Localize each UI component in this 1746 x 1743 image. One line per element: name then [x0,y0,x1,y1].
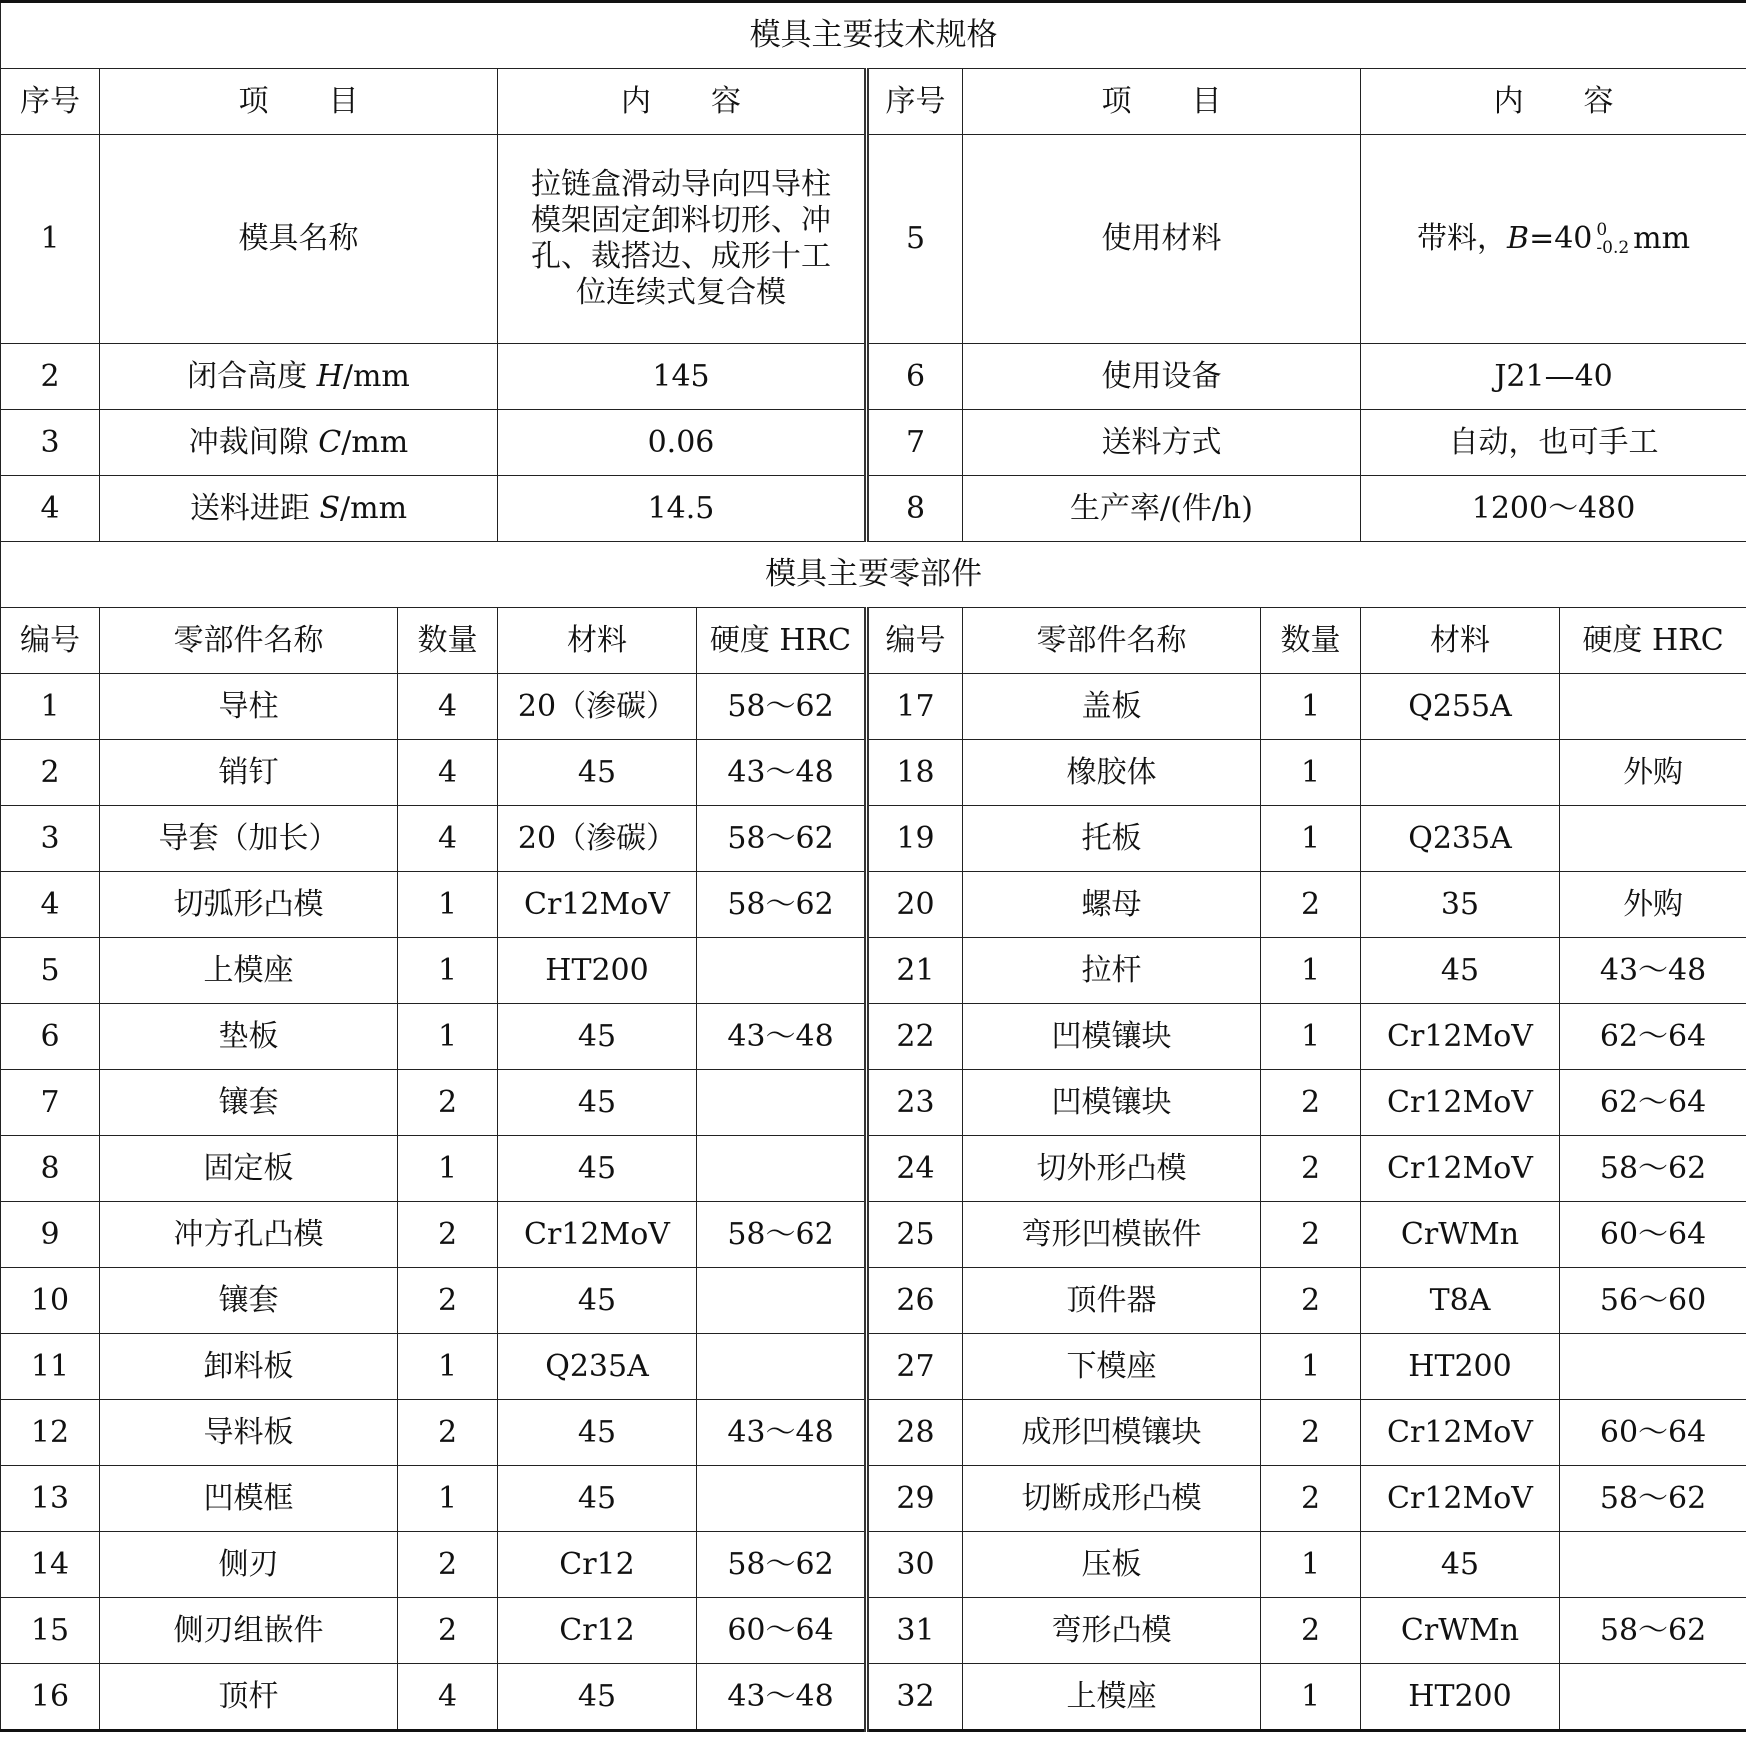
part-no-cell: 27 [867,1334,963,1400]
spec-row [1,476,1746,542]
part-qty-cell: 1 [1261,1004,1361,1070]
part-name-cell: 下模座 [963,1334,1261,1400]
part-no-cell: 23 [867,1070,963,1136]
part-no-cell: 21 [867,938,963,1004]
part-name-cell: 垫板 [100,1004,398,1070]
table-row [1,1136,1746,1202]
part-material-cell: Cr12MoV [1361,1004,1560,1070]
spec-no: 8 [867,476,963,542]
part-qty-cell: 2 [398,1202,498,1268]
part-name-cell: 上模座 [100,938,398,1004]
part-hardness-cell [697,1334,867,1400]
spec-header-item: 项 目 [100,69,498,135]
spec-row [1,135,1746,344]
part-qty-cell: 4 [398,806,498,872]
part-material-cell: Cr12MoV [1361,1400,1560,1466]
part-hardness-cell: 56～60 [1560,1268,1746,1334]
part-name-cell: 导料板 [100,1400,398,1466]
part-no-cell: 13 [1,1466,100,1532]
part-hardness-cell [1560,1532,1746,1598]
spec-item: 模具名称 [100,135,498,344]
spec-item [100,410,498,476]
part-no-cell: 19 [867,806,963,872]
part-material-cell: HT200 [1361,1664,1560,1731]
part-material-cell: Q255A [1361,674,1560,740]
part-name-cell: 弯形凹模嵌件 [963,1202,1261,1268]
parts-header-no: 编号 [1,608,100,674]
parts-header-material: 材料 [498,608,697,674]
spec-item: 使用材料 [963,135,1361,344]
part-material-cell: Cr12 [498,1598,697,1664]
spec-no: 3 [1,410,100,476]
spec-section-title: 模具主要技术规格 [1,2,1746,69]
spec-content [498,135,867,344]
part-material-cell: Cr12MoV [498,1202,697,1268]
part-qty-cell: 1 [398,1334,498,1400]
spec-title-row [1,2,1746,69]
spec-content-line: 拉链盒滑动导向四导柱 [531,167,831,202]
part-qty-cell: 2 [1261,1400,1361,1466]
part-qty-cell: 1 [398,1466,498,1532]
part-material-cell: Cr12 [498,1532,697,1598]
part-name-cell: 盖板 [963,674,1261,740]
width-symbol: B [1507,220,1530,256]
parts-header-hardness: 硬度 HRC [697,608,867,674]
part-name-cell: 顶杆 [100,1664,398,1731]
part-qty-cell: 1 [1261,1532,1361,1598]
part-material-cell: Cr12MoV [1361,1466,1560,1532]
spec-item: 送料方式 [963,410,1361,476]
part-hardness-cell: 58～62 [1560,1598,1746,1664]
table-row [1,1664,1746,1731]
part-qty-cell: 4 [398,740,498,806]
part-name-cell: 销钉 [100,740,398,806]
part-hardness-cell [1560,1334,1746,1400]
part-no-cell: 32 [867,1664,963,1731]
part-no-cell: 8 [1,1136,100,1202]
parts-header-hardness-right: 硬度 HRC [1560,608,1746,674]
spec-no: 4 [1,476,100,542]
part-material-cell: 45 [498,1136,697,1202]
part-no-cell: 6 [1,1004,100,1070]
spec-content: 0.06 [498,410,867,476]
part-hardness-cell: 43～48 [697,740,867,806]
part-hardness-cell: 43～48 [697,1664,867,1731]
spec-content: 自动，也可手工 [1361,410,1746,476]
parts-header-qty: 数量 [398,608,498,674]
part-hardness-cell: 58～62 [697,1532,867,1598]
part-name-cell: 压板 [963,1532,1261,1598]
table-row [1,1466,1746,1532]
part-qty-cell: 1 [1261,938,1361,1004]
table-row [1,1532,1746,1598]
parts-header-name: 零部件名称 [100,608,398,674]
table-row [1,1268,1746,1334]
part-name-cell: 切弧形凸模 [100,872,398,938]
part-name-cell: 托板 [963,806,1261,872]
table-row [1,872,1746,938]
part-hardness-cell: 60～64 [697,1598,867,1664]
part-no-cell: 2 [1,740,100,806]
part-material-cell: T8A [1361,1268,1560,1334]
spec-no: 2 [1,344,100,410]
part-hardness-cell [697,1268,867,1334]
spec-item-symbol: S [319,490,341,526]
spec-item-text: 送料进距 [189,490,320,526]
part-name-cell: 上模座 [963,1664,1261,1731]
part-qty-cell: 1 [1261,740,1361,806]
part-name-cell: 成形凹模镶块 [963,1400,1261,1466]
spec-header-content: 内 容 [498,69,867,135]
spec-item [100,476,498,542]
spec-no: 6 [867,344,963,410]
part-material-cell: 35 [1361,872,1560,938]
part-material-cell: 45 [498,1466,697,1532]
width-value: =40 [1529,220,1593,256]
part-name-cell: 侧刃组嵌件 [100,1598,398,1664]
part-material-cell: CrWMn [1361,1202,1560,1268]
spec-header-no: 序号 [1,69,100,135]
part-hardness-cell: 58～62 [697,872,867,938]
part-hardness-cell: 60～64 [1560,1202,1746,1268]
part-hardness-cell: 43～48 [697,1400,867,1466]
part-qty-cell: 2 [1261,1598,1361,1664]
part-no-cell: 20 [867,872,963,938]
part-no-cell: 10 [1,1268,100,1334]
part-qty-cell: 2 [1261,1136,1361,1202]
spec-header-no-right: 序号 [867,69,963,135]
part-name-cell: 镶套 [100,1268,398,1334]
part-material-cell: Cr12MoV [1361,1070,1560,1136]
part-material-cell: 45 [498,1268,697,1334]
table-row [1,1004,1746,1070]
part-hardness-cell [697,1136,867,1202]
part-qty-cell: 2 [398,1532,498,1598]
part-qty-cell: 4 [398,674,498,740]
part-hardness-cell [1560,806,1746,872]
part-no-cell: 14 [1,1532,100,1598]
part-qty-cell: 1 [1261,1664,1361,1731]
spec-content: J21—40 [1361,344,1746,410]
spec-no: 7 [867,410,963,476]
part-material-cell: Q235A [498,1334,697,1400]
spec-content-line: 位连续式复合模 [576,275,786,310]
part-no-cell: 18 [867,740,963,806]
part-no-cell: 22 [867,1004,963,1070]
part-qty-cell: 2 [398,1400,498,1466]
parts-header-row [1,608,1746,674]
part-no-cell: 26 [867,1268,963,1334]
spec-content-line: 孔、裁搭边、成形十工 [531,239,831,274]
table-row [1,1598,1746,1664]
spec-row [1,410,1746,476]
spec-header-content-right: 内 容 [1361,69,1746,135]
spec-no: 5 [867,135,963,344]
parts-title-row [1,542,1746,608]
part-hardness-cell: 43～48 [1560,938,1746,1004]
part-material-cell: 45 [1361,1532,1560,1598]
table-body [1,2,1746,1731]
part-name-cell: 拉杆 [963,938,1261,1004]
table-row [1,740,1746,806]
spec-item [100,344,498,410]
part-name-cell: 弯形凸模 [963,1598,1261,1664]
part-hardness-cell: 58～62 [1560,1136,1746,1202]
part-hardness-cell: 62～64 [1560,1004,1746,1070]
spec-item: 使用设备 [963,344,1361,410]
parts-header-no-right: 编号 [867,608,963,674]
part-material-cell: Cr12MoV [498,872,697,938]
part-no-cell: 9 [1,1202,100,1268]
part-no-cell: 25 [867,1202,963,1268]
part-qty-cell: 2 [1261,1070,1361,1136]
part-name-cell: 镶套 [100,1070,398,1136]
part-qty-cell: 1 [1261,806,1361,872]
spec-item: 生产率/(件/h) [963,476,1361,542]
part-qty-cell: 1 [398,938,498,1004]
part-qty-cell: 2 [1261,1202,1361,1268]
part-hardness-cell [697,938,867,1004]
part-name-cell: 导套（加长） [100,806,398,872]
part-qty-cell: 2 [1261,1268,1361,1334]
part-material-cell: Q235A [1361,806,1560,872]
part-qty-cell: 2 [398,1070,498,1136]
spec-no: 1 [1,135,100,344]
part-no-cell: 16 [1,1664,100,1731]
part-material-cell: HT200 [1361,1334,1560,1400]
part-no-cell: 15 [1,1598,100,1664]
part-name-cell: 切外形凸模 [963,1136,1261,1202]
table-row [1,1334,1746,1400]
table-row [1,674,1746,740]
part-qty-cell: 2 [398,1268,498,1334]
parts-header-material-right: 材料 [1361,608,1560,674]
part-hardness-cell [1560,674,1746,740]
part-material-cell: CrWMn [1361,1598,1560,1664]
part-hardness-cell: 43～48 [697,1004,867,1070]
part-name-cell: 橡胶体 [963,740,1261,806]
part-qty-cell: 1 [398,872,498,938]
tolerance-lower: -0.2 [1596,237,1630,258]
part-no-cell: 30 [867,1532,963,1598]
part-qty-cell: 1 [1261,674,1361,740]
part-hardness-cell: 外购 [1560,740,1746,806]
part-name-cell: 固定板 [100,1136,398,1202]
part-material-cell: 20（渗碳） [498,674,697,740]
tolerance [1596,219,1630,258]
part-no-cell: 1 [1,674,100,740]
part-hardness-cell [1560,1664,1746,1731]
part-no-cell: 11 [1,1334,100,1400]
table-row [1,938,1746,1004]
spec-item-unit: /mm [342,358,410,394]
part-material-cell: 45 [498,1070,697,1136]
spec-content: 1200～480 [1361,476,1746,542]
part-qty-cell: 1 [398,1004,498,1070]
part-name-cell: 卸料板 [100,1334,398,1400]
part-qty-cell: 2 [1261,872,1361,938]
part-hardness-cell: 60～64 [1560,1400,1746,1466]
part-hardness-cell [697,1070,867,1136]
table-row [1,1202,1746,1268]
part-name-cell: 冲方孔凸模 [100,1202,398,1268]
part-no-cell: 24 [867,1136,963,1202]
part-hardness-cell: 58～62 [1560,1466,1746,1532]
part-no-cell: 3 [1,806,100,872]
table-row [1,1400,1746,1466]
table-row [1,1070,1746,1136]
part-name-cell: 侧刃 [100,1532,398,1598]
part-material-cell: 45 [498,1664,697,1731]
part-material-cell: 45 [1361,938,1560,1004]
part-no-cell: 29 [867,1466,963,1532]
part-hardness-cell: 58～62 [697,674,867,740]
part-no-cell: 17 [867,674,963,740]
part-no-cell: 12 [1,1400,100,1466]
part-material-cell: HT200 [498,938,697,1004]
part-name-cell: 顶件器 [963,1268,1261,1334]
part-material-cell: Cr12MoV [1361,1136,1560,1202]
tolerance-upper: 0 [1596,219,1608,240]
part-material-cell: 45 [498,740,697,806]
spec-item-unit: /mm [341,424,409,460]
spec-row [1,344,1746,410]
part-material-cell: 45 [498,1004,697,1070]
table-row [1,806,1746,872]
part-name-cell: 凹模镶块 [963,1070,1261,1136]
part-material-cell [1361,740,1560,806]
part-qty-cell: 1 [398,1136,498,1202]
part-name-cell: 凹模框 [100,1466,398,1532]
part-no-cell: 7 [1,1070,100,1136]
part-material-cell: 45 [498,1400,697,1466]
spec-content [1361,135,1746,344]
spec-content-line: 模架固定卸料切形、冲 [531,203,831,238]
part-qty-cell: 1 [1261,1334,1361,1400]
part-no-cell: 31 [867,1598,963,1664]
part-hardness-cell: 58～62 [697,1202,867,1268]
spec-header-item-right: 项 目 [963,69,1361,135]
width-unit: mm [1633,220,1691,256]
spec-item-symbol: H [316,358,343,394]
part-no-cell: 28 [867,1400,963,1466]
material-prefix: 带料， [1417,220,1508,256]
part-name-cell: 螺母 [963,872,1261,938]
part-no-cell: 5 [1,938,100,1004]
spec-item-text: 冲裁间隙 [188,424,319,460]
part-hardness-cell: 外购 [1560,872,1746,938]
parts-header-qty-right: 数量 [1261,608,1361,674]
part-qty-cell: 2 [1261,1466,1361,1532]
spec-content: 145 [498,344,867,410]
spec-item-symbol: C [318,424,342,460]
part-hardness-cell: 58～62 [697,806,867,872]
part-material-cell: 20（渗碳） [498,806,697,872]
part-name-cell: 导柱 [100,674,398,740]
part-qty-cell: 4 [398,1664,498,1731]
parts-section-title: 模具主要零部件 [1,542,1746,608]
spec-item-text: 闭合高度 [187,358,317,394]
spec-content: 14.5 [498,476,867,542]
part-qty-cell: 2 [398,1598,498,1664]
spec-header-row [1,69,1746,135]
part-name-cell: 凹模镶块 [963,1004,1261,1070]
part-hardness-cell [697,1466,867,1532]
part-hardness-cell: 62～64 [1560,1070,1746,1136]
parts-header-name-right: 零部件名称 [963,608,1261,674]
spec-item-unit: /mm [340,490,408,526]
part-name-cell: 切断成形凸模 [963,1466,1261,1532]
part-no-cell: 4 [1,872,100,938]
